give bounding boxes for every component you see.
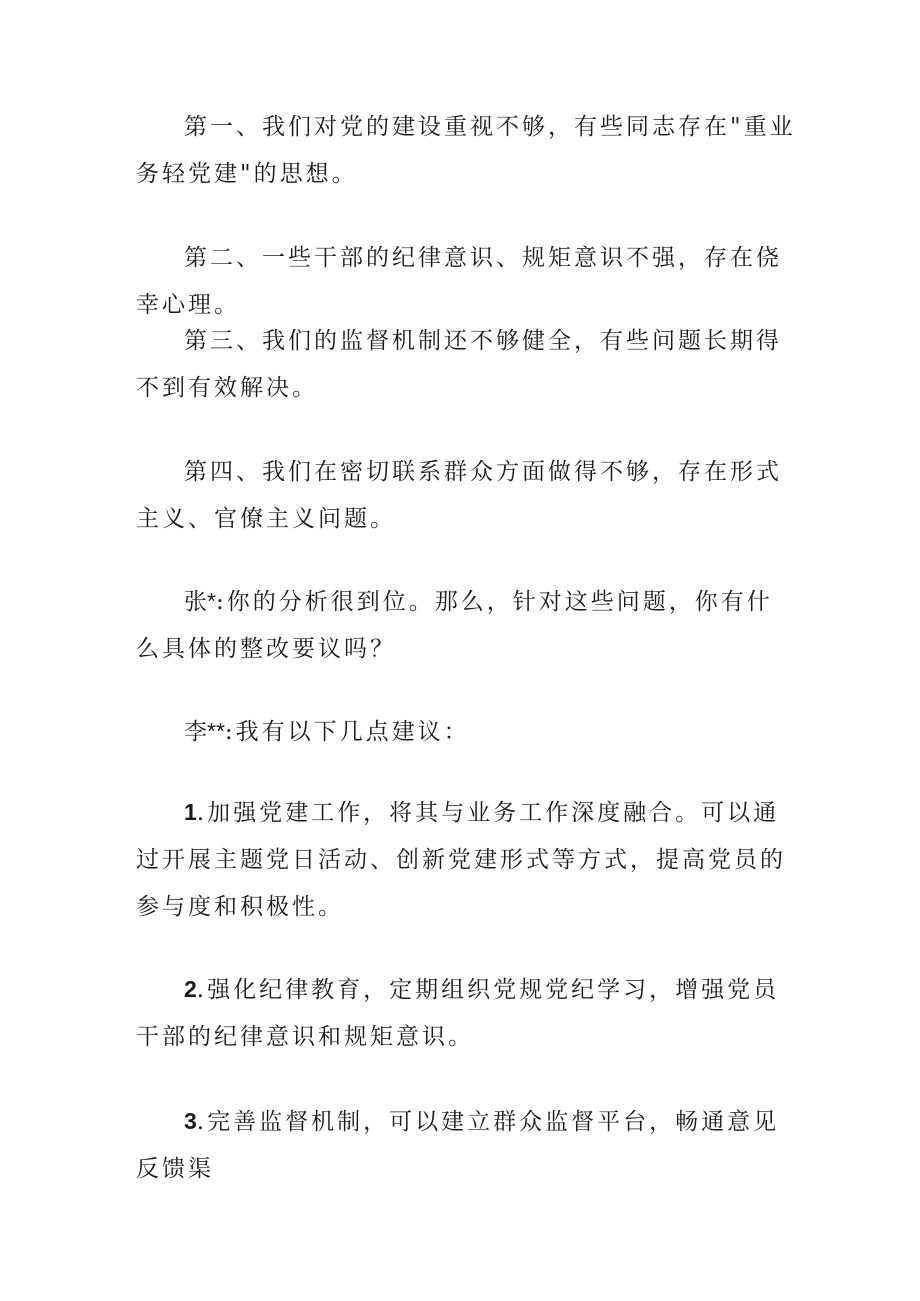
- dialogue-li: [136, 708, 796, 756]
- dialogue-zhang: [136, 578, 796, 673]
- list-item-text: .加强党建工作，将其与业务工作深度融合。可以通过开展主题党日活动、创新党建形式等方式，提高党员的参与度和积极性。: [136, 800, 786, 920]
- paragraph-fourth: 第四、我们在密切联系群众方面做得不够，存在形式主义、官僚主义问题。: [136, 459, 782, 532]
- list-number: 1: [184, 799, 197, 825]
- list-number: 3: [184, 1108, 197, 1134]
- paragraph-third: 第三、我们的监督机制还不够健全，有些问题长期得不到有效解决。: [136, 328, 782, 401]
- speaker-label: 李**: [184, 718, 225, 744]
- list-item-2: [136, 966, 796, 1061]
- list-item-text: .强化纪律教育，定期组织党规党纪学习，增强党员干部的纪律意识和规矩意识。: [136, 977, 780, 1050]
- list-number: 2: [184, 976, 197, 1002]
- paragraph-first: 第一、我们对党的建设重视不够，有些同志存在"重业务轻党建"的思想。: [136, 114, 796, 187]
- list-item-1: [136, 789, 796, 931]
- list-item-3: [136, 1098, 796, 1193]
- paragraph-second: 第二、一些干部的纪律意识、规矩意识不强，存在侥幸心理。: [136, 245, 782, 318]
- dialogue-text: :我有以下几点建议：: [224, 719, 470, 745]
- speaker-label: 张*: [184, 588, 216, 614]
- dialogue-text: :你的分析很到位。那么，针对这些问题，你有什么具体的整改要议吗？: [136, 589, 773, 662]
- list-item-text: .完善监督机制，可以建立群众监督平台，畅通意见反馈渠: [136, 1109, 780, 1182]
